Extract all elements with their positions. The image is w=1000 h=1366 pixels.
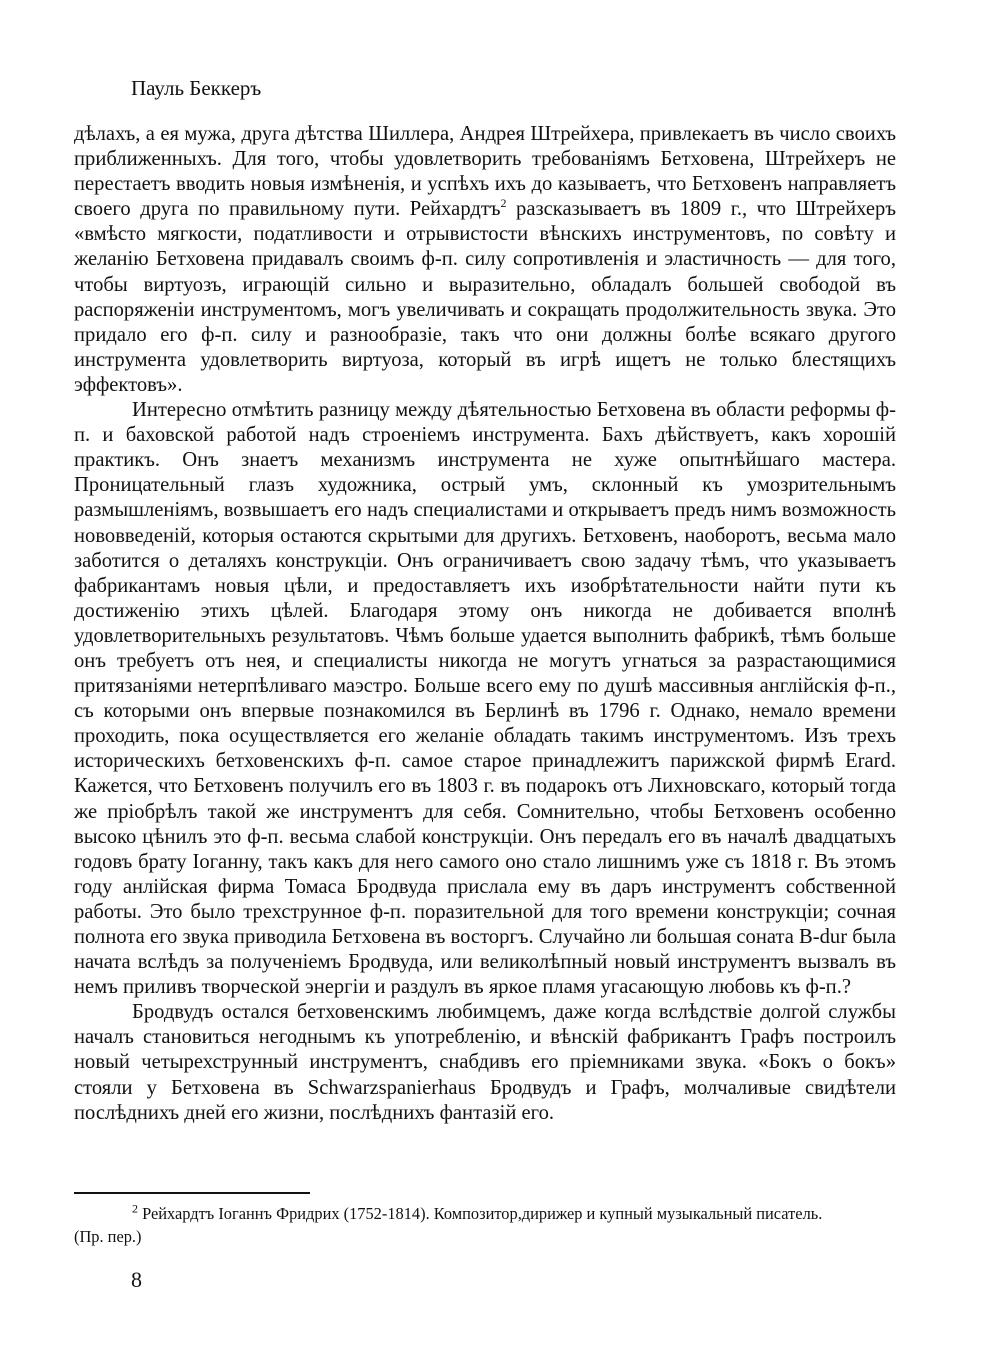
paragraph-1	[74, 122, 896, 398]
footnote-text: Рейхардтъ Іоганнъ Фридрих (1752-1814). Композитор,дирижер и купный музыкальный писатель.	[138, 1204, 823, 1223]
footnote-rule	[74, 1192, 310, 1194]
footnote-first-line	[74, 1202, 896, 1225]
paragraph-3: Бродвудъ остался бетховенскимъ любимцемъ, даже когда вслѣдствіе долгой службы началъ становиться негоднымъ къ употребленію, и вѣнскій фабрикантъ Графъ построилъ новый четырехструнный инструментъ, снабдивъ его пріемниками звука. «Бокъ о бокъ» стояли у Бетховена въ Schwarzspanierhaus Бродвудъ и Графъ, молчаливые свидѣтели послѣднихъ дней его жизни, послѣднихъ фантазій его.	[74, 1001, 896, 1124]
footnote-note: (Пр. пер.)	[74, 1227, 142, 1246]
body-text	[74, 122, 896, 1126]
running-head: Пауль Беккеръ	[131, 76, 262, 100]
paragraph-1-text-continued: разсказываетъ въ 1809 г., что Штрейхеръ «вмѣсто мягкости, податливости и отрывистости вѣнскихъ инструментовъ, по совѣту и желанію Бетховена придавалъ своимъ ф-п. силу сопротивленія и эластичность — для того, чтобы виртуозъ, играющій сильно и выразительно, обладалъ большей свободой въ распоряженіи инструментомъ, могъ увеличивать и сокращать продолжительность звука. Это придало его ф-п. силу и разнообразіе, такъ что они должны болѣе всякаго другого инструмента удовлетворить виртуоза, который въ игрѣ ищетъ не только блестящихъ эффектовъ».	[74, 198, 896, 396]
footnote	[74, 1202, 896, 1248]
footnote-reference: 2	[500, 196, 507, 211]
footnote-marker: 2	[132, 1201, 138, 1216]
page-number: 8	[131, 1267, 142, 1292]
paragraph-2: Интересно отмѣтить разницу между дѣятельностью Бетховена въ области реформы ф-п. и баховской работой надъ строеніемъ инструмента. Бахъ дѣйствуетъ, какъ хорошій практикъ. Онъ знаетъ механизмъ инструмента не хуже опытнѣйшаго мастера. Проницательный глазъ художника, острый умъ, склонный къ умозрительнымъ размышленіямъ, возвышаетъ его надъ специалистами и открываетъ предъ нимъ возможность нововведеній, которыя остаются скрытыми для другихъ. Бетховенъ, наоборотъ, весьма мало заботится о деталяхъ конструкціи. Онъ ограничиваетъ свою задачу тѣмъ, что указываетъ фабрикантамъ новыя цѣли, и предоставляетъ ихъ изобрѣтательности найти пути къ достиженію этихъ цѣлей. Благодаря этому онъ никогда не добивается вполнѣ удовлетворительныхъ результатовъ. Чѣмъ больше удается выполнить фабрикѣ, тѣмъ больше онъ требуетъ отъ нея, и специалисты никогда не могутъ угнаться за разрастающимися притязаніями нетерпѣливаго маэстро. Больше всего ему по душѣ массивныя англійскія ф-п., съ которыми онъ впервые познакомился въ Берлинѣ въ 1796 г. Однако, немало времени проходить, пока осуществляется его желаніе обладать такимъ инструментомъ. Изъ трехъ историческихъ бетховенскихъ ф-п. самое старое принадлежитъ парижской фирмѣ Erard. Кажется, что Бетховенъ получилъ его въ 1803 г. въ подарокъ отъ Лихновскаго, который тогда же пріобрѣлъ такой же инструментъ для себя. Сомнительно, чтобы Бетховенъ особенно высоко цѣнилъ это ф-п. весьма слабой конструкціи. Онъ передалъ его въ началѣ двадцатыхъ годовъ брату Іоганну, такъ какъ для него самого оно стало лишнимъ уже съ 1818 г. Въ этомъ году анлійская фирма Томаса Бродвуда прислала ему въ даръ инструментъ собственной работы. Это было трехструнное ф-п. поразительной для того времени конструкціи; сочная полнота его звука приводила Бетховена въ восторгъ. Случайно ли большая соната B-dur была начата вслѣдъ за полученіемъ Бродвуда, или великолѣпный новый инструментъ вызвалъ въ немъ приливъ творческой энергіи и раздулъ въ яркое пламя угасающую любовь къ ф-п.?	[74, 399, 896, 999]
paragraph-1-text: дѣлахъ, а ея мужа, друга дѣтства Шиллера, Андрея Штрейхера, привлекаетъ въ число своихъ приближенныхъ. Для того, чтобы удовлетворить требованіямъ Бетховена, Штрейхеръ не перестаетъ вводить новыя измѣненія, и успѣхъ ихъ до казываетъ, что Бетховенъ направляетъ своего друга по правильному пути. Рейхардтъ	[74, 123, 896, 221]
